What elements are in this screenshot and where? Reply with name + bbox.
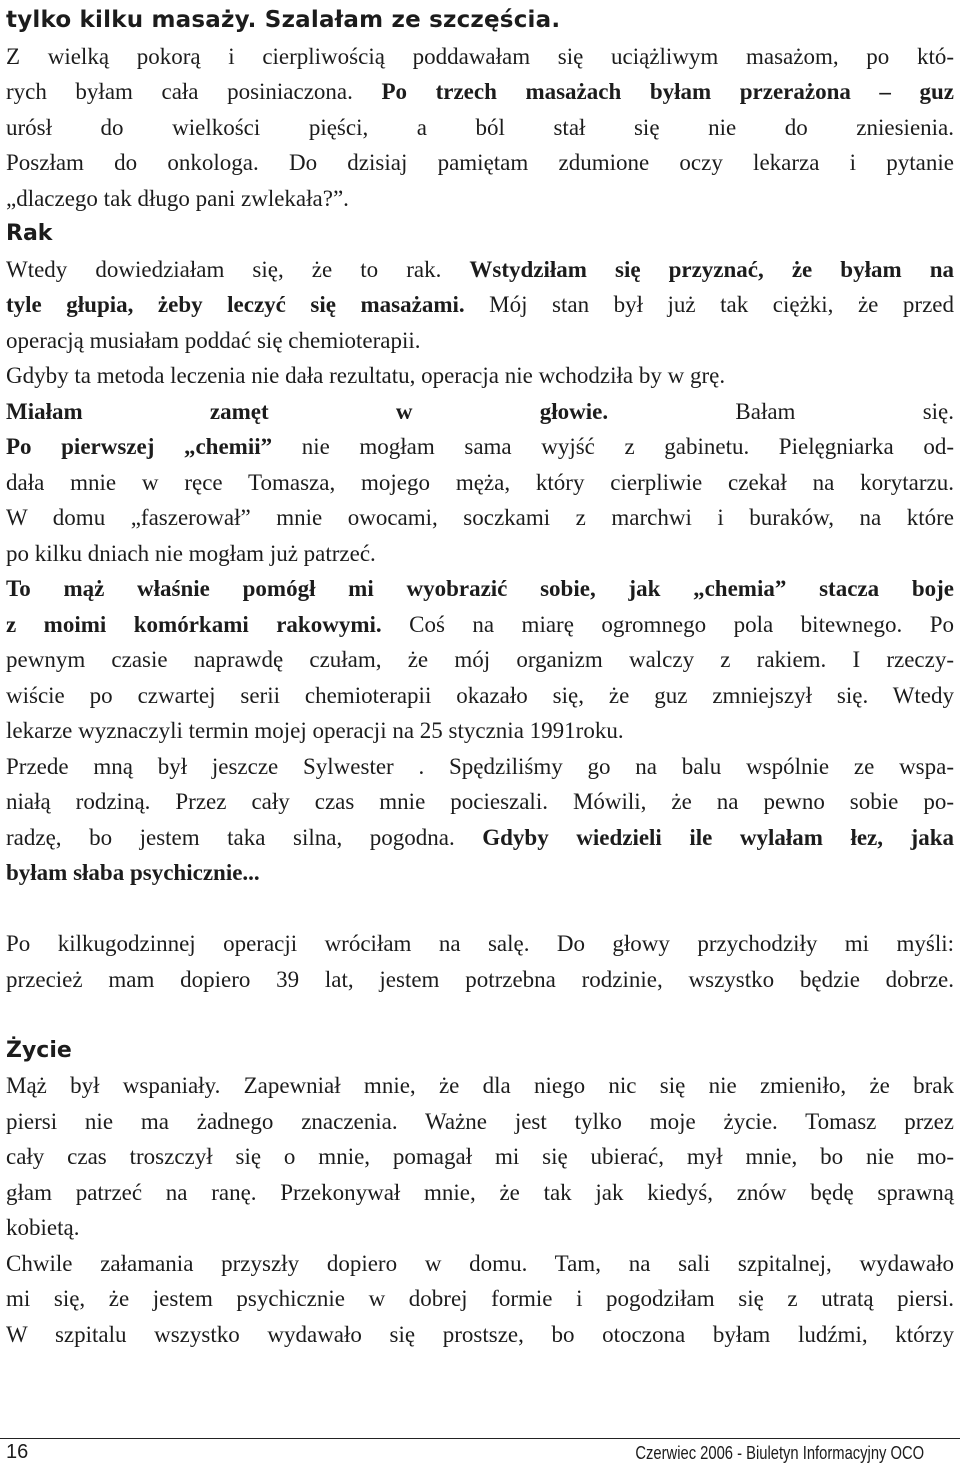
text-line [6,74,954,110]
text-run: Bałam się. [608,398,955,424]
text-line [6,713,954,749]
text-line [6,1210,954,1246]
text-run: rych byłam cała posiniaczona. [6,79,382,104]
text-line [6,1175,954,1211]
text-line [6,678,954,714]
text-line [6,2,954,39]
text-run: Mąż był wspaniały. Zapewniał mnie, że dla niego nic się nie zmieniło, że brak [6,1073,954,1098]
article-body [6,2,954,1352]
text-run: Poszłam do onkologa. Do dzisiaj pamiętam zdumione oczy lekarza i pytanie [6,150,954,175]
text-line [6,252,954,288]
text-run: głam patrzeć na ranę. Przekonywał mnie, że tak jak kiedyś, znów będę sprawną [6,1179,954,1205]
text-run: Gdyby ta metoda leczenia nie dała rezultatu, operacja nie wchodziła by w grę. [6,363,726,388]
text-run: W domu „faszerował” mnie owocami, soczkami z marchwi i buraków, na które [6,505,954,530]
page-number: 16 [6,1441,29,1463]
text-run: Chwile załamania przyszły dopiero w domu. Tam, na sali szpitalnej, wydawało [6,1250,954,1276]
text-run: byłam słaba psychicznie... [6,860,260,885]
text-line [6,465,954,501]
text-run: Wstydziłam się przyznać, że byłam na [469,256,954,282]
text-run: nie mogłam sama wyjść z gabinetu. Pielęgniarka od- [272,434,955,459]
footer-publication: Czerwiec 2006 - Biuletyn Informacyjny OCO [635,1443,924,1463]
text-run: lekarze wyznaczyli termin mojej operacji na 25 stycznia 1991roku. [6,718,624,743]
text-run: W szpitalu wszystko wydawało się prostsze, bo otoczona byłam ludźmi, którzy [6,1321,954,1347]
text-line [6,287,954,323]
text-line [6,820,954,856]
text-run: tylko kilku masaży. Szalałam ze szczęścia. [6,7,561,33]
text-line [6,749,954,785]
text-run: To mąż właśnie pomógł mi wyobrazić sobie, jak „chemia” stacza boje [6,576,954,601]
text-run: tyle głupia, żeby leczyć się masażami. [6,292,465,317]
text-line [6,1068,954,1104]
text-run: Po kilkugodzinnej operacji wróciłam na salę. Do głowy przychodziły mi myśli: [6,931,954,956]
section-heading: Życie [6,1037,72,1063]
text-line [6,784,954,820]
text-line [6,323,954,359]
text-line [6,145,954,181]
text-run: Po pierwszej „chemii” [6,434,273,459]
text-line [6,607,954,643]
text-line [6,571,954,607]
text-line [6,1104,954,1140]
blank-line [6,997,954,1033]
text-run: operacją musiałam poddać się chemioterapii. [6,327,421,353]
text-line [6,181,954,217]
text-run: Miałam zamęt w głowie. [6,398,609,424]
text-run: „dlaczego tak długo pani zwlekała?”. [6,185,349,211]
text-run: Gdyby wiedzieli ile wylałam łez, jaka [482,824,955,850]
text-run: mi się, że jestem psychicznie w dobrej formie i pogodziłam się z utratą piersi. [6,1286,954,1311]
text-line [6,1139,954,1175]
text-run: radzę, bo jestem taka silna, pogodna. [6,824,483,850]
text-line [6,855,954,891]
text-line [6,358,954,394]
text-run: Mój stan był już tak ciężki, że przed [464,292,954,317]
text-line [6,962,954,998]
blank-line [6,891,954,927]
text-run: Wtedy dowiedziałam się, że to rak. [6,256,470,282]
text-line [6,39,954,75]
section-heading: Rak [6,221,53,246]
text-line [6,110,954,146]
text-run: Po trzech masażach byłam przerażona – guz [381,79,954,104]
text-line [6,1281,954,1317]
text-run: Coś na miarę ogromnego pola bitewnego. Po [381,611,955,637]
text-run: z moimi komórkami rakowymi. [6,611,382,637]
text-run: Przede mną był jeszcze Sylwester . Spędziliśmy go na balu wspólnie ze wspa- [6,753,954,779]
text-line [6,536,954,572]
text-line [6,429,954,465]
text-line [6,1317,954,1353]
text-run: pewnym czasie naprawdę czułam, że mój organizm walczy z rakiem. I rzeczy- [6,647,954,672]
text-run: Z wielką pokorą i cierpliwością poddawałam się uciążliwym masażom, po któ- [6,43,954,69]
text-line [6,642,954,678]
text-run: urósł do wielkości pięści, a ból stał się nie do zniesienia. [6,114,954,140]
text-line [6,394,954,430]
text-line [6,926,954,962]
text-run: kobietą. [6,1215,80,1240]
footer-rule [0,1438,960,1439]
text-run: wiście po czwartej serii chemioterapii okazało się, że guz zmniejszył się. Wtedy [6,682,954,708]
text-line [6,1246,954,1282]
text-run: cały czas troszczył się o mnie, pomagał mi się ubierać, mył mnie, bo nie mo- [6,1144,954,1169]
text-line [6,500,954,536]
text-run: po kilku dniach nie mogłam już patrzeć. [6,540,376,566]
text-run: piersi nie ma żadnego znaczenia. Ważne jest tylko moje życie. Tomasz przez [6,1108,954,1134]
text-run: dała mnie w ręce Tomasza, mojego męża, który cierpliwie czekał na korytarzu. [6,469,954,495]
text-run: przecież mam dopiero 39 lat, jestem potrzebna rodzinie, wszystko będzie dobrze. [6,966,954,992]
text-run: niałą rodziną. Przez cały czas mnie pocieszali. Mówili, że na pewno sobie po- [6,789,954,814]
